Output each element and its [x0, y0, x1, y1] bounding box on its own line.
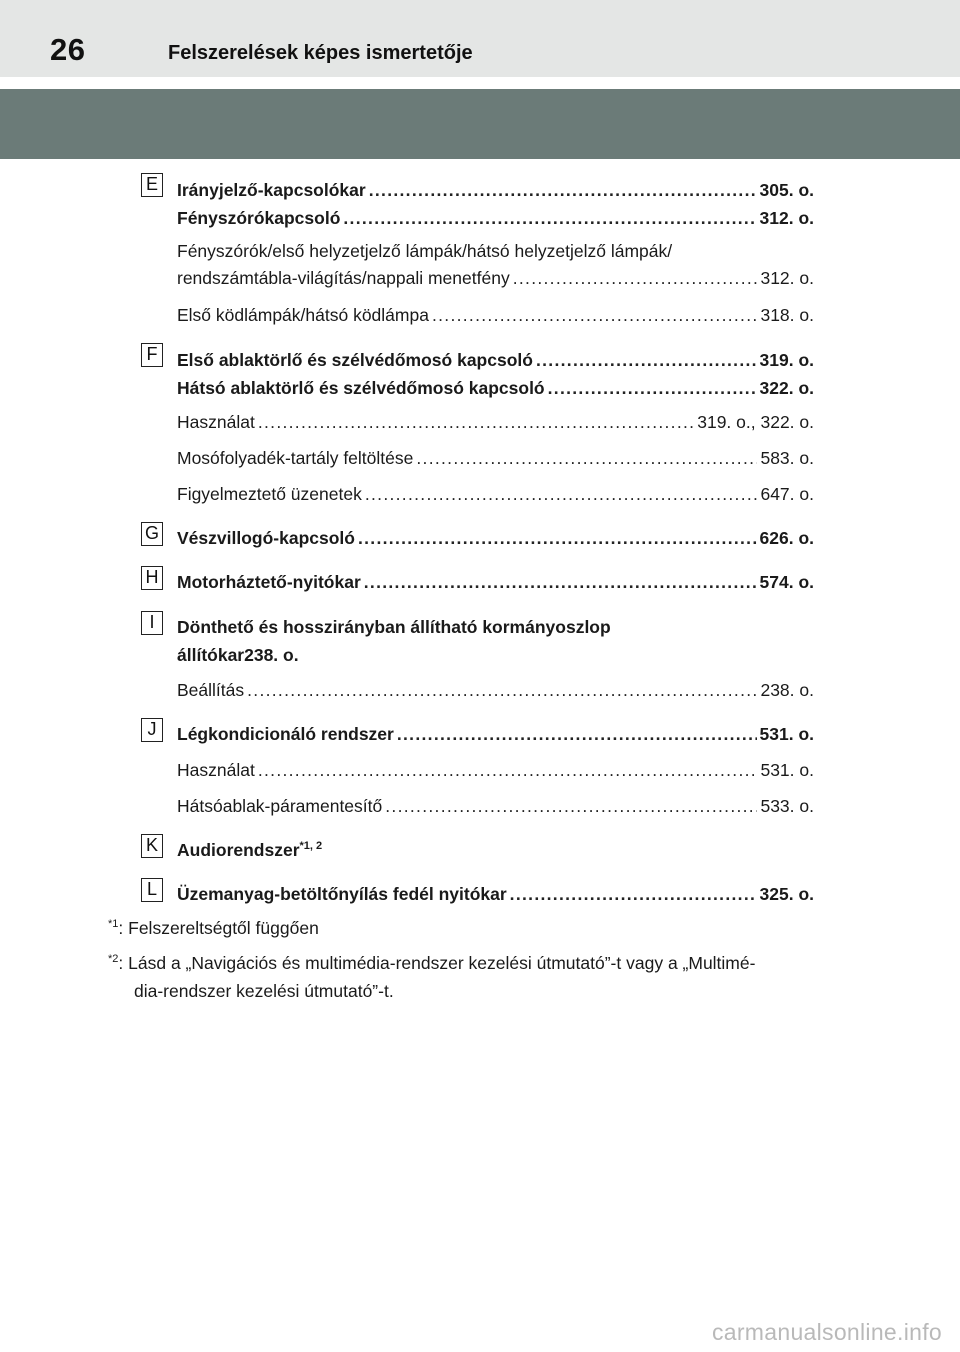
dot-leader — [247, 680, 757, 701]
dot-leader — [258, 412, 694, 433]
letter-marker-l: L — [141, 878, 163, 902]
index-entry — [177, 378, 814, 399]
entry-label: Üzemanyag-betöltőnyílás fedél nyitókar — [177, 884, 507, 904]
entry-label: Hátsóablak-páramentesítő — [177, 796, 383, 816]
index-entry — [177, 884, 814, 905]
footnote-mark: *2 — [108, 953, 119, 966]
index-entry — [177, 448, 814, 469]
letter-marker-k: K — [141, 834, 163, 858]
letter-marker-f: F — [141, 343, 163, 367]
index-entry — [177, 796, 814, 817]
watermark: carmanualsonline.info — [711, 1319, 942, 1345]
entry-page: 319. o. — [759, 350, 814, 370]
entry-label-line2: állítókar238. o. — [177, 645, 299, 665]
dot-leader — [510, 884, 757, 905]
letter-marker-j: J — [141, 718, 163, 742]
index-entry — [177, 268, 814, 289]
index-entry — [177, 680, 814, 701]
entry-page: 626. o. — [759, 528, 814, 548]
dot-leader — [416, 448, 757, 469]
entry-label: Vészvillogó-kapcsoló — [177, 528, 355, 548]
entry-label: rendszámtábla-világítás/nappali menetfény — [177, 268, 510, 288]
dot-leader — [365, 484, 758, 505]
entry-label: Beállítás — [177, 680, 245, 700]
entry-label: Használat — [177, 412, 255, 432]
entry-page: 531. o. — [759, 724, 814, 744]
entry-page: 319. o., 322. o. — [697, 412, 814, 432]
dot-leader — [397, 724, 757, 745]
dot-leader — [343, 208, 756, 229]
entry-page: 533. o. — [760, 796, 814, 816]
index-entry — [177, 840, 322, 861]
footnote — [108, 953, 755, 974]
entry-page: 305. o. — [759, 180, 814, 200]
entry-page: 238. o. — [760, 680, 814, 700]
dot-leader — [513, 268, 758, 289]
top-band — [0, 0, 960, 77]
index-entry — [177, 484, 814, 505]
dot-leader — [536, 350, 757, 371]
letter-marker-g: G — [141, 522, 163, 546]
entry-label: Irányjelző-kapcsolókar — [177, 180, 366, 200]
index-entry — [177, 305, 814, 326]
dot-leader — [258, 760, 758, 781]
page-number: 26 — [50, 32, 86, 67]
entry-label: Audiorendszer — [177, 840, 300, 860]
entry-label: Mosófolyadék-tartály feltöltése — [177, 448, 414, 468]
dot-leader — [358, 528, 757, 549]
entry-label: Első ködlámpák/hátsó ködlámpa — [177, 305, 429, 325]
letter-marker-i: I — [141, 611, 163, 635]
entry-label: Motorháztető-nyitókar — [177, 572, 361, 592]
entry-page: 531. o. — [760, 760, 814, 780]
dot-leader — [369, 180, 757, 201]
entry-label: Fényszórókapcsoló — [177, 208, 341, 228]
index-entry — [177, 350, 814, 371]
letter-marker-h: H — [141, 566, 163, 590]
entry-label: Hátsó ablaktörlő és szélvédőmosó kapcsoló — [177, 378, 545, 398]
index-entry — [177, 724, 814, 745]
dot-leader — [385, 796, 757, 817]
index-entry — [177, 760, 814, 781]
index-entry — [177, 180, 814, 201]
entry-page: 647. o. — [760, 484, 814, 504]
section-title: Felszerelések képes ismertetője — [168, 42, 473, 64]
dot-leader — [432, 305, 758, 326]
entry-page: 325. o. — [759, 884, 814, 904]
entry-page: 312. o. — [759, 208, 814, 228]
dot-leader — [364, 572, 757, 593]
header-band — [0, 89, 960, 159]
entry-page: 322. o. — [759, 378, 814, 398]
footnote-text: : Lásd a „Navigációs és multimédia-rendszer kezelési útmutató”-t vagy a „Multimé- — [118, 953, 756, 973]
entry-label: Figyelmeztető üzenetek — [177, 484, 362, 504]
entry-page: 574. o. — [759, 572, 814, 592]
entry-page: 583. o. — [760, 448, 814, 468]
index-entry — [177, 572, 814, 593]
footnote-reference: *1, 2 — [299, 840, 323, 853]
footnote-text-continued: dia-rendszer kezelési útmutató”-t. — [134, 981, 394, 1001]
index-entry — [177, 208, 814, 229]
footnote-text: : Felszereltségtől függően — [118, 918, 319, 938]
entry-label: Első ablaktörlő és szélvédőmosó kapcsoló — [177, 350, 533, 370]
entry-label: Használat — [177, 760, 255, 780]
dot-leader — [548, 378, 757, 399]
footnote-mark: *1 — [108, 918, 119, 931]
index-entry — [177, 528, 814, 549]
entry-page: 312. o. — [760, 268, 814, 288]
footnote — [108, 918, 319, 939]
entry-page: 318. o. — [760, 305, 814, 325]
entry-label-line1: Dönthető és hosszirányban állítható kormányoszlop — [177, 617, 611, 637]
entry-label: Légkondicionáló rendszer — [177, 724, 394, 744]
entry-label-line1: Fényszórók/első helyzetjelző lámpák/hátsó helyzetjelző lámpák/ — [177, 241, 673, 261]
letter-marker-e: E — [141, 173, 163, 197]
index-entry — [177, 412, 814, 433]
